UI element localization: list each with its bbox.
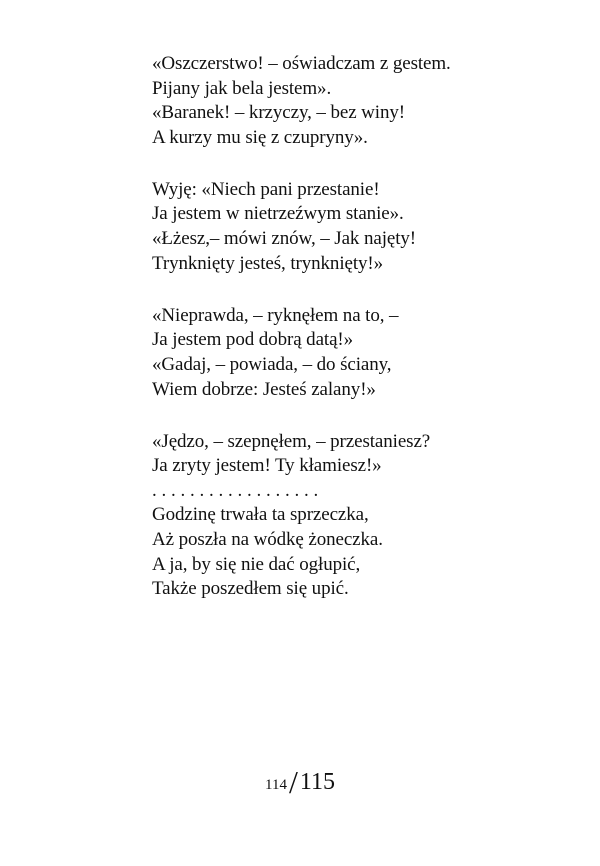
poem-line: «Oszczerstwo! – oświadczam z gestem. — [152, 53, 451, 74]
poem — [152, 52, 482, 602]
poem-line: «Baranek! – krzyczy, – bez winy! — [152, 102, 406, 124]
page-separator: / — [288, 764, 298, 800]
page-total: 115 — [299, 769, 335, 795]
page-number — [0, 760, 600, 800]
poem-line: «Nieprawda, – ryknęłem na to, – — [152, 304, 399, 326]
poem-line: Wyję: «Niech pani przestanie! — [152, 178, 380, 200]
stanza-4 — [152, 430, 482, 602]
stanza-1 — [152, 52, 482, 150]
poem-line: Ja jestem pod dobrą datą!» — [152, 329, 354, 351]
poem-line: Ja jestem w nietrzeźwym stanie». — [152, 203, 404, 225]
poem-line: «Łżesz,– mówi znów, – Jak najęty! — [152, 228, 417, 250]
poem-line: A ja, by się nie dać ogłupić, — [152, 553, 361, 575]
poem-line: Pijany jak bela jestem». — [152, 77, 332, 99]
poem-line: Także poszedłem się upić. — [152, 578, 349, 600]
poem-line: Ja zryty jestem! Ty kłamiesz!» — [152, 455, 382, 477]
poem-line: Aż poszła na wódkę żoneczka. — [152, 529, 383, 550]
poem-line: «Jędzo, – szepnęłem, – przestaniesz? — [152, 430, 431, 452]
poem-line: Trynknięty jesteś, trynknięty!» — [152, 252, 384, 274]
poem-line: Godzinę trwała ta sprzeczka, — [152, 504, 369, 526]
poem-line: A kurzy mu się z czupryny». — [152, 126, 368, 148]
poem-line: «Gadaj, – powiada, – do ściany, — [152, 353, 392, 375]
ellipsis-separator: . . . . . . . . . . . . . . . . . . — [152, 479, 319, 501]
stanza-2 — [152, 178, 482, 276]
poem-line: Wiem dobrze: Jesteś zalany!» — [152, 378, 376, 400]
stanza-3 — [152, 304, 482, 402]
page-current: 114 — [265, 777, 287, 793]
